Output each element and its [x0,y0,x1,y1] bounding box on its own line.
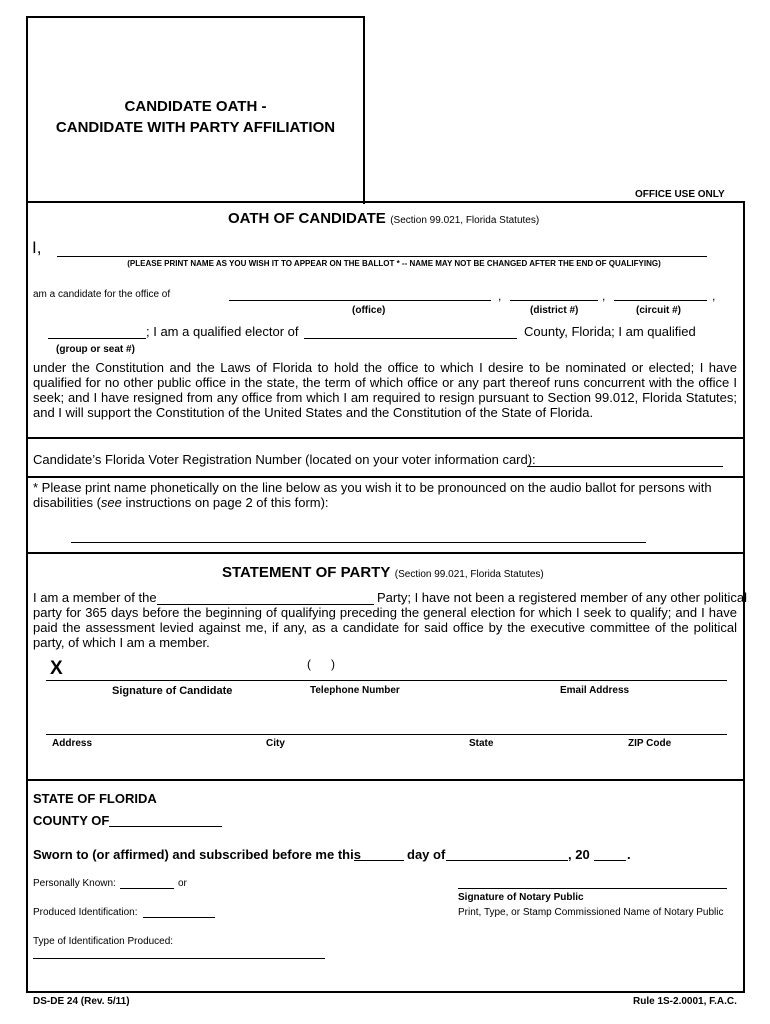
group-seat-field[interactable] [48,338,146,339]
title-box [26,16,365,204]
office-prefix: am a candidate for the office of [33,289,171,300]
circuit-field[interactable] [614,300,707,301]
party-first-line-rest: Party; I have not been a registered member of any other political [377,590,747,605]
notary-signature-field[interactable] [458,888,727,889]
divider [26,437,745,439]
party-heading [222,564,544,582]
district-label: (district #) [530,305,579,316]
personally-known-label: Personally Known: [33,878,116,889]
city-label: City [266,738,285,749]
party-heading-title: STATEMENT OF PARTY [222,564,391,581]
comma: , [498,289,502,303]
divider [26,476,745,478]
email-label: Email Address [560,685,630,696]
oath-heading-title: OATH OF CANDIDATE [228,210,386,227]
group-seat-label: (group or seat #) [56,344,135,355]
form-title-line2: CANDIDATE WITH PARTY AFFILIATION [55,119,336,136]
qualified-elector-text: ; I am a qualified elector of [146,324,299,339]
phonetic-name-field[interactable] [71,542,646,543]
signature-label: Signature of Candidate [112,685,233,697]
voter-registration-field[interactable] [527,466,723,467]
sworn-text-a: Sworn to (or affirmed) and subscribed before me this [33,847,361,862]
rule-reference: Rule 1S-2.0001, F.A.C. [633,996,737,1007]
notary-signature-label: Signature of Notary Public [458,892,584,903]
form-id: DS-DE 24 (Rev. 5/11) [33,996,130,1007]
circuit-label: (circuit #) [636,305,682,316]
candidate-name-field[interactable] [57,256,707,257]
office-label: (office) [352,305,386,316]
phonetic-instructions [33,480,737,510]
sworn-day-field[interactable] [354,860,404,861]
sworn-text-b: day of [407,847,446,862]
divider [26,779,745,781]
or-label: or [178,878,187,889]
comma: , [712,289,716,303]
personally-known-field[interactable] [120,888,174,889]
state-of-florida: STATE OF FLORIDA [33,791,157,806]
phonetic-line2-post: instructions on page 2 of this form): [121,495,329,510]
sworn-text-c: , 20 [568,847,590,862]
sworn-month-field[interactable] [446,860,568,861]
party-body: party for 365 days before the beginning of qualifying preceding the general election for which I seek to qualify; and I have paid the assessment levied against me, if any, as a candidate for said office by the executive committee of the political party, of which I am a member. [33,605,737,650]
zip-label: ZIP Code [628,738,672,749]
print-name-note: (PLEASE PRINT NAME AS YOU WISH IT TO APPEAR ON THE BALLOT * -- NAME MAY NOT BE CHANGED AFTER THE END OF QUALIFYING) [127,259,661,268]
phonetic-line2-pre: disabilities ( [33,495,101,510]
form-title-line1: CANDIDATE OATH - [124,98,267,115]
notary-print-name-label: Print, Type, or Stamp Commissioned Name of Notary Public [458,907,724,918]
oath-heading [228,210,539,228]
member-prefix: I am a member of the [33,590,157,605]
county-qualified-text: County, Florida; I am qualified [524,324,696,339]
address-label: Address [52,738,93,749]
divider [26,552,745,554]
comma: , [602,289,606,303]
type-id-field[interactable] [33,958,325,959]
sworn-year-field[interactable] [594,860,626,861]
oath-body: under the Constitution and the Laws of Florida to hold the office to which I desire to be nominated or elected; I have qualified for no other public office in the state, the term of which office or any part thereof runs concurrent with the office I seek; and I have resigned from any office from which I am required to resign pursuant to Section 99.012, Florida Statutes; and I will support the Constitution of the United States and the Constitution of the State of Florida. [33,360,737,420]
i-label: I, [32,238,42,257]
phonetic-line1: * Please print name phonetically on the line below as you wish it to be pronounced on the audio ballot for persons with [33,480,712,495]
state-label: State [469,738,494,749]
signature-phone-email-line[interactable] [46,680,727,681]
signature-x-mark: X [50,658,63,679]
type-id-label: Type of Identification Produced: [33,936,174,947]
produced-id-field[interactable] [143,917,215,918]
phonetic-line2 [33,495,737,510]
office-use-only: OFFICE USE ONLY [635,189,725,200]
district-field[interactable] [510,300,598,301]
form-title [28,96,363,138]
phone-label: Telephone Number [310,685,400,696]
notary-county-field[interactable] [109,826,222,827]
office-field[interactable] [229,300,491,301]
sworn-text-d: . [627,847,631,862]
county-field[interactable] [304,338,517,339]
county-of-label: COUNTY OF [33,813,110,828]
phonetic-see: see [100,495,122,510]
oath-heading-ref: (Section 99.021, Florida Statutes) [390,215,540,226]
produced-id-label: Produced Identification: [33,907,138,918]
party-heading-ref: (Section 99.021, Florida Statutes) [394,569,544,580]
address-line[interactable] [46,734,727,735]
phone-parens: ( ) [307,657,335,671]
voter-registration-label: Candidate’s Florida Voter Registration Number (located on your voter information card): [33,452,536,467]
